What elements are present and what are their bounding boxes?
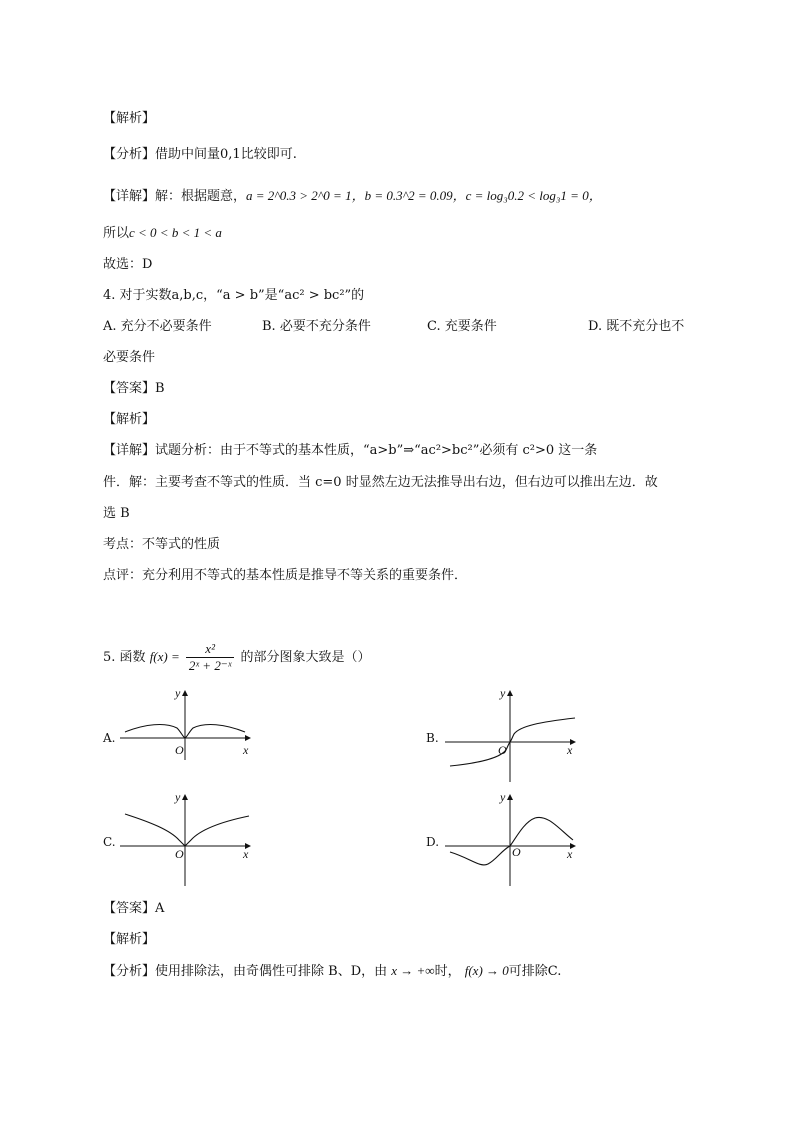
analysis-text: 借助中间量0,1比较即可. xyxy=(155,147,297,162)
graph-a-origin-label: O xyxy=(175,743,184,757)
graph-d-y-arrow xyxy=(507,794,513,800)
graph-c-label: C. xyxy=(103,835,116,849)
q5-analysis-text-1: 使用排除法，由奇偶性可排除 B、D，由 xyxy=(155,964,388,979)
q4-detail-line2: 件．解：主要考查不等式的性质．当 c=0 时显然左边无法推导出右边，但右边可以推出左边．故 xyxy=(103,475,658,490)
conclusion-prefix: 所以 xyxy=(103,226,130,241)
q5-analysis xyxy=(103,962,561,981)
q5-answer: 【答案】A xyxy=(103,901,165,916)
q5-analysis-math-1: x → +∞ xyxy=(391,963,435,978)
graph-a-x-arrow xyxy=(245,735,251,741)
q3-jiexi-heading: 【解析】 xyxy=(103,111,156,126)
graph-a-label: A. xyxy=(103,731,116,745)
q4-kaodian: 考点：不等式的性质 xyxy=(103,537,221,552)
q4-dianping: 点评：充分利用不等式的基本性质是推导不等关系的重要条件． xyxy=(103,568,468,583)
detail-text: 解：根据题意， xyxy=(155,189,247,204)
q5-fraction-numerator: x² xyxy=(186,641,234,658)
q3-detail xyxy=(103,187,602,206)
q5-fraction xyxy=(186,641,234,674)
q4-option-b: B. 必要不充分条件 xyxy=(262,319,371,334)
q5-analysis-math-2: f(x) → 0 xyxy=(464,963,509,978)
graph-b-x-label: x xyxy=(567,743,573,757)
graph-a-x-label: x xyxy=(243,743,249,757)
q4-answer: 【答案】B xyxy=(103,381,165,396)
q4-detail-line3: 选 B xyxy=(103,506,130,521)
graph-b-y-label: y xyxy=(500,686,506,700)
conclusion-math: c < 0 < b < 1 < a xyxy=(129,225,222,240)
graph-d xyxy=(440,792,580,888)
detail-tag: 【详解】 xyxy=(103,189,156,204)
graph-b xyxy=(440,688,580,784)
graph-a-y-label: y xyxy=(175,686,181,700)
graph-c-x-label: x xyxy=(243,847,249,861)
q5-prefix: 5. 函数 xyxy=(103,650,146,665)
graph-a xyxy=(115,688,255,764)
q5-stem xyxy=(103,638,371,677)
q5-suffix: 的部分图象大致是（） xyxy=(240,650,371,665)
graph-c-y-label: y xyxy=(175,790,181,804)
q4-stem: 4. 对于实数a,b,c，“a > b”是“ac² > bc²”的 xyxy=(103,288,365,303)
q3-analysis xyxy=(103,146,297,164)
graph-d-origin-label: O xyxy=(512,845,521,859)
q5-jiexi-heading: 【解析】 xyxy=(103,932,156,947)
graph-a-y-arrow xyxy=(182,690,188,696)
q5-fraction-denominator: 2ˣ + 2⁻ˣ xyxy=(188,658,232,673)
q3-answer-choice: 故选：D xyxy=(103,257,153,272)
q5-analysis-tag: 【分析】 xyxy=(103,964,156,979)
graph-d-y-label: y xyxy=(500,790,506,804)
q4-option-d-cont: 必要条件 xyxy=(103,350,156,365)
q4-option-c: C. 充要条件 xyxy=(427,319,497,334)
graph-c xyxy=(115,792,255,888)
graph-b-label: B. xyxy=(426,731,439,745)
q4-option-a: A. 充分不必要条件 xyxy=(103,319,212,334)
graph-d-x-label: x xyxy=(567,847,573,861)
graph-b-origin-label: O xyxy=(498,743,507,757)
graph-b-y-arrow xyxy=(507,690,513,696)
q5-analysis-text-3: 可排除C. xyxy=(508,964,562,979)
q3-conclusion xyxy=(103,224,222,243)
q4-jiexi-heading: 【解析】 xyxy=(103,412,156,427)
q5-analysis-text-2: 时， xyxy=(434,964,461,979)
graph-c-origin-label: O xyxy=(175,847,184,861)
graph-c-curve xyxy=(125,814,249,846)
q4-detail-line1: 【详解】试题分析：由于不等式的基本性质，“a>b”⇒“ac²>bc²”必须有 c²>0 这一条 xyxy=(103,443,598,458)
graph-c-y-arrow xyxy=(182,794,188,800)
q4-option-d: D. 既不充分也不 xyxy=(588,319,685,334)
graph-d-label: D. xyxy=(426,835,440,849)
q5-func-lhs: f(x) = xyxy=(149,649,180,664)
detail-math: a = 2^0.3 > 2^0 = 1，b = 0.3^2 = 0.09，c = log₃0.2 < log₃1 = 0， xyxy=(246,188,602,203)
analysis-tag: 【分析】 xyxy=(103,147,156,162)
